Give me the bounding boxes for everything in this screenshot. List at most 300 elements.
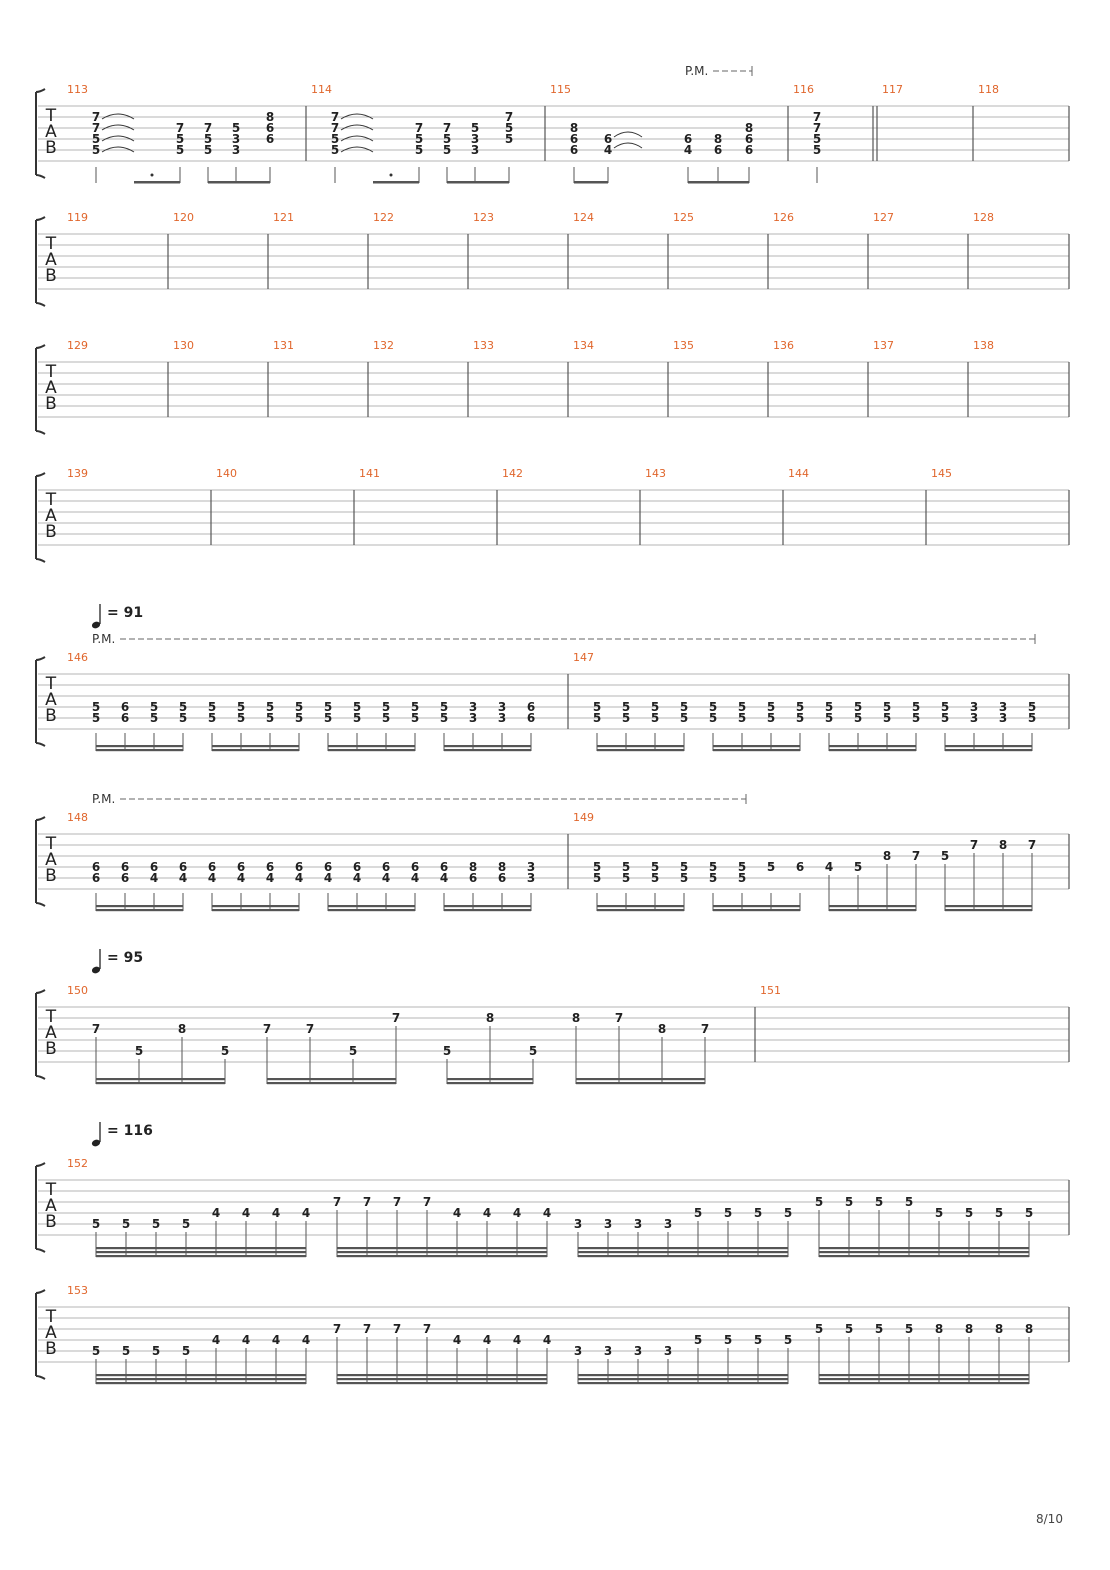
fret-number: 5 bbox=[151, 1217, 161, 1231]
sixteenth-beam bbox=[212, 745, 299, 747]
measure-number: 122 bbox=[373, 211, 394, 224]
fret-number: 7 bbox=[414, 121, 424, 135]
measure-number: 138 bbox=[973, 339, 994, 352]
sixteenth-beam bbox=[96, 1247, 306, 1249]
tab-clef-letter: A bbox=[45, 1196, 57, 1216]
fret-number: 5 bbox=[1027, 711, 1037, 725]
fret-number: 4 bbox=[542, 1206, 552, 1220]
measure-number: 117 bbox=[882, 83, 903, 96]
fret-number: 3 bbox=[497, 700, 507, 714]
fret-number: 5 bbox=[795, 700, 805, 714]
fret-number: 6 bbox=[439, 860, 449, 874]
fret-number: 3 bbox=[603, 1344, 613, 1358]
tie bbox=[614, 132, 642, 137]
fret-number: 5 bbox=[323, 700, 333, 714]
fret-number: 5 bbox=[414, 132, 424, 146]
fret-number: 7 bbox=[91, 121, 101, 135]
fret-number: 7 bbox=[175, 121, 185, 135]
sixteenth-beam bbox=[444, 909, 531, 911]
fret-number: 5 bbox=[737, 700, 747, 714]
measure-number: 149 bbox=[573, 811, 594, 824]
fret-number: 5 bbox=[708, 711, 718, 725]
fret-number: 5 bbox=[203, 132, 213, 146]
fret-number: 5 bbox=[824, 700, 834, 714]
fret-number: 5 bbox=[178, 700, 188, 714]
sixteenth-beam bbox=[337, 1251, 547, 1253]
measure-number: 151 bbox=[760, 984, 781, 997]
measure-number: 124 bbox=[573, 211, 594, 224]
tab-clef-letter: B bbox=[45, 138, 57, 158]
fret-number: 5 bbox=[679, 860, 689, 874]
tab-system bbox=[36, 211, 1069, 306]
sixteenth-beam bbox=[597, 745, 684, 747]
fret-number: 3 bbox=[526, 860, 536, 874]
sixteenth-beam bbox=[96, 745, 183, 747]
sixteenth-beam bbox=[96, 1082, 225, 1084]
sixteenth-beam bbox=[212, 749, 299, 751]
sixteenth-beam bbox=[96, 905, 183, 907]
fret-number: 7 bbox=[262, 1022, 272, 1036]
fret-number: 4 bbox=[683, 143, 693, 157]
fret-number: 5 bbox=[236, 711, 246, 725]
fret-number: 6 bbox=[713, 143, 723, 157]
fret-number: 5 bbox=[134, 1044, 144, 1058]
page-number: 8/10 bbox=[1036, 1512, 1063, 1526]
tab-clef-letter: A bbox=[45, 1323, 57, 1343]
fret-number: 3 bbox=[468, 700, 478, 714]
measure-number: 115 bbox=[550, 83, 571, 96]
fret-number: 3 bbox=[998, 711, 1008, 725]
measure-number: 145 bbox=[931, 467, 952, 480]
fret-number: 5 bbox=[723, 1206, 733, 1220]
fret-number: 3 bbox=[969, 700, 979, 714]
sixteenth-beam bbox=[819, 1251, 1029, 1253]
measure-number: 147 bbox=[573, 651, 594, 664]
tab-clef-letter: A bbox=[45, 506, 57, 526]
fret-number: 4 bbox=[301, 1333, 311, 1347]
sixteenth-beam bbox=[444, 749, 531, 751]
tab-clef-letter: T bbox=[45, 490, 57, 510]
fret-number: 5 bbox=[693, 1206, 703, 1220]
fret-number: 5 bbox=[708, 700, 718, 714]
system-bracket bbox=[36, 1290, 45, 1379]
fret-number: 4 bbox=[301, 1206, 311, 1220]
sixteenth-beam bbox=[597, 905, 684, 907]
fret-number: 8 bbox=[265, 110, 275, 124]
fret-number: 7 bbox=[422, 1195, 432, 1209]
fret-number: 7 bbox=[911, 849, 921, 863]
measure-number: 136 bbox=[773, 339, 794, 352]
fret-number: 5 bbox=[294, 711, 304, 725]
fret-number: 3 bbox=[573, 1217, 583, 1231]
sixteenth-beam bbox=[819, 1382, 1029, 1384]
fret-number: 5 bbox=[679, 871, 689, 885]
fret-number: 5 bbox=[352, 700, 362, 714]
fret-number: 7 bbox=[812, 110, 822, 124]
sixteenth-beam bbox=[819, 1255, 1029, 1257]
measure-number: 137 bbox=[873, 339, 894, 352]
fret-number: 5 bbox=[824, 711, 834, 725]
fret-number: 5 bbox=[737, 860, 747, 874]
eighth-beam bbox=[574, 181, 608, 184]
fret-number: 5 bbox=[330, 143, 340, 157]
fret-number: 5 bbox=[994, 1206, 1004, 1220]
fret-number: 8 bbox=[657, 1022, 667, 1036]
measure-number: 153 bbox=[67, 1284, 88, 1297]
sixteenth-beam bbox=[945, 749, 1032, 751]
fret-number: 5 bbox=[348, 1044, 358, 1058]
fret-number: 5 bbox=[91, 143, 101, 157]
measure-number: 128 bbox=[973, 211, 994, 224]
fret-number: 7 bbox=[392, 1195, 402, 1209]
fret-number: 5 bbox=[621, 871, 631, 885]
fret-number: 5 bbox=[904, 1195, 914, 1209]
fret-number: 7 bbox=[391, 1011, 401, 1025]
tab-system bbox=[36, 339, 1069, 434]
fret-number: 5 bbox=[470, 121, 480, 135]
sixteenth-beam bbox=[578, 1382, 788, 1384]
fret-number: 5 bbox=[381, 700, 391, 714]
fret-number: 4 bbox=[603, 143, 613, 157]
tab-system bbox=[36, 1157, 1069, 1257]
sixteenth-beam bbox=[444, 905, 531, 907]
fret-number: 5 bbox=[504, 132, 514, 146]
fret-number: 3 bbox=[468, 711, 478, 725]
fret-number: 7 bbox=[330, 110, 340, 124]
fret-number: 6 bbox=[526, 711, 536, 725]
tab-clef-letter: B bbox=[45, 1212, 57, 1232]
tab-system bbox=[36, 1284, 1069, 1384]
fret-number: 8 bbox=[497, 860, 507, 874]
sixteenth-beam bbox=[578, 1374, 788, 1376]
tab-clef-letter: T bbox=[45, 1307, 57, 1327]
fret-number: 6 bbox=[526, 700, 536, 714]
fret-number: 5 bbox=[1024, 1206, 1034, 1220]
tab-system bbox=[36, 64, 1069, 184]
tab-clef-letter: T bbox=[45, 362, 57, 382]
measure-number: 146 bbox=[67, 651, 88, 664]
fret-number: 5 bbox=[934, 1206, 944, 1220]
fret-number: 7 bbox=[700, 1022, 710, 1036]
fret-number: 7 bbox=[614, 1011, 624, 1025]
sixteenth-beam bbox=[96, 1255, 306, 1257]
tab-clef-letter: B bbox=[45, 1339, 57, 1359]
fret-number: 7 bbox=[330, 121, 340, 135]
fret-number: 5 bbox=[439, 711, 449, 725]
fret-number: 5 bbox=[812, 132, 822, 146]
sixteenth-beam bbox=[829, 905, 916, 907]
system-bracket bbox=[36, 1163, 45, 1252]
fret-number: 5 bbox=[592, 711, 602, 725]
sixteenth-beam bbox=[267, 1078, 396, 1080]
fret-number: 6 bbox=[569, 143, 579, 157]
measure-number: 142 bbox=[502, 467, 523, 480]
fret-number: 7 bbox=[91, 1022, 101, 1036]
fret-number: 4 bbox=[207, 871, 217, 885]
fret-number: 4 bbox=[482, 1333, 492, 1347]
measure-number: 126 bbox=[773, 211, 794, 224]
sixteenth-beam bbox=[945, 909, 1032, 911]
fret-number: 5 bbox=[203, 143, 213, 157]
tab-clef-letter: T bbox=[45, 1180, 57, 1200]
measure-number: 133 bbox=[473, 339, 494, 352]
measure-number: 152 bbox=[67, 1157, 88, 1170]
fret-number: 6 bbox=[603, 132, 613, 146]
sixteenth-beam bbox=[819, 1374, 1029, 1376]
fret-number: 6 bbox=[120, 871, 130, 885]
sixteenth-beam bbox=[447, 1078, 533, 1080]
sixteenth-beam bbox=[328, 909, 415, 911]
system-bracket bbox=[36, 817, 45, 906]
measure-number: 139 bbox=[67, 467, 88, 480]
fret-number: 5 bbox=[853, 860, 863, 874]
fret-number: 8 bbox=[468, 860, 478, 874]
fret-number: 8 bbox=[1024, 1322, 1034, 1336]
tab-clef-letter: A bbox=[45, 850, 57, 870]
tab-clef-letter: B bbox=[45, 866, 57, 886]
system-bracket bbox=[36, 990, 45, 1079]
sixteenth-beam bbox=[96, 1251, 306, 1253]
fret-number: 3 bbox=[633, 1217, 643, 1231]
sixteenth-beam bbox=[945, 905, 1032, 907]
fret-number: 5 bbox=[708, 860, 718, 874]
fret-number: 5 bbox=[795, 711, 805, 725]
palm-mute-label: P.M. bbox=[685, 64, 709, 78]
fret-number: 6 bbox=[120, 860, 130, 874]
measure-number: 130 bbox=[173, 339, 194, 352]
fret-number: 8 bbox=[744, 121, 754, 135]
fret-number: 4 bbox=[512, 1206, 522, 1220]
tab-clef-letter: T bbox=[45, 1007, 57, 1027]
fret-number: 3 bbox=[231, 143, 241, 157]
sixteenth-beam bbox=[713, 905, 800, 907]
fret-number: 4 bbox=[452, 1206, 462, 1220]
fret-number: 3 bbox=[633, 1344, 643, 1358]
measure-number: 113 bbox=[67, 83, 88, 96]
fret-number: 5 bbox=[940, 711, 950, 725]
tab-system bbox=[36, 792, 1069, 911]
sixteenth-beam bbox=[337, 1378, 547, 1380]
fret-number: 5 bbox=[650, 860, 660, 874]
fret-number: 8 bbox=[485, 1011, 495, 1025]
sixteenth-beam bbox=[819, 1378, 1029, 1380]
sixteenth-beam bbox=[328, 905, 415, 907]
fret-number: 5 bbox=[91, 700, 101, 714]
tab-clef-letter: B bbox=[45, 266, 57, 286]
fret-number: 5 bbox=[621, 860, 631, 874]
sixteenth-beam bbox=[212, 905, 299, 907]
fret-number: 5 bbox=[753, 1206, 763, 1220]
fret-number: 5 bbox=[381, 711, 391, 725]
fret-number: 5 bbox=[964, 1206, 974, 1220]
fret-number: 6 bbox=[236, 860, 246, 874]
fret-number: 6 bbox=[410, 860, 420, 874]
tempo-marking: = 95 bbox=[107, 950, 144, 966]
sixteenth-beam bbox=[578, 1255, 788, 1257]
measure-number: 123 bbox=[473, 211, 494, 224]
fret-number: 8 bbox=[569, 121, 579, 135]
sixteenth-beam bbox=[819, 1247, 1029, 1249]
fret-number: 5 bbox=[940, 700, 950, 714]
measure-number: 131 bbox=[273, 339, 294, 352]
fret-number: 6 bbox=[149, 860, 159, 874]
tie bbox=[614, 143, 642, 148]
fret-number: 5 bbox=[410, 711, 420, 725]
fret-number: 6 bbox=[91, 871, 101, 885]
fret-number: 5 bbox=[882, 700, 892, 714]
fret-number: 6 bbox=[744, 143, 754, 157]
fret-number: 4 bbox=[271, 1333, 281, 1347]
fret-number: 5 bbox=[783, 1206, 793, 1220]
tab-clef-letter: B bbox=[45, 522, 57, 542]
sixteenth-beam bbox=[337, 1255, 547, 1257]
measure-number: 121 bbox=[273, 211, 294, 224]
fret-number: 4 bbox=[236, 871, 246, 885]
sixteenth-beam bbox=[578, 1378, 788, 1380]
fret-number: 7 bbox=[332, 1322, 342, 1336]
sixteenth-beam bbox=[578, 1251, 788, 1253]
fret-number: 3 bbox=[573, 1344, 583, 1358]
sixteenth-beam bbox=[96, 1382, 306, 1384]
fret-number: 6 bbox=[381, 860, 391, 874]
sixteenth-beam bbox=[328, 745, 415, 747]
fret-number: 5 bbox=[439, 700, 449, 714]
fret-number: 8 bbox=[882, 849, 892, 863]
fret-number: 8 bbox=[177, 1022, 187, 1036]
fret-number: 8 bbox=[934, 1322, 944, 1336]
fret-number: 5 bbox=[911, 711, 921, 725]
fret-number: 4 bbox=[149, 871, 159, 885]
fret-number: 4 bbox=[512, 1333, 522, 1347]
measure-number: 119 bbox=[67, 211, 88, 224]
fret-number: 5 bbox=[621, 700, 631, 714]
tab-clef-letter: A bbox=[45, 122, 57, 142]
eighth-beam bbox=[208, 181, 270, 184]
fret-number: 5 bbox=[151, 1344, 161, 1358]
fret-number: 5 bbox=[679, 711, 689, 725]
sixteenth-beam bbox=[829, 749, 916, 751]
sixteenth-beam bbox=[96, 909, 183, 911]
fret-number: 5 bbox=[294, 700, 304, 714]
fret-number: 5 bbox=[265, 711, 275, 725]
fret-number: 5 bbox=[650, 871, 660, 885]
fret-number: 5 bbox=[175, 143, 185, 157]
measure-number: 129 bbox=[67, 339, 88, 352]
sixteenth-beam bbox=[328, 749, 415, 751]
sixteenth-beam bbox=[337, 1382, 547, 1384]
fret-number: 5 bbox=[592, 700, 602, 714]
fret-number: 5 bbox=[504, 121, 514, 135]
fret-number: 5 bbox=[236, 700, 246, 714]
fret-number: 7 bbox=[969, 838, 979, 852]
tab-clef-letter: B bbox=[45, 1039, 57, 1059]
fret-number: 6 bbox=[265, 132, 275, 146]
sixteenth-beam bbox=[713, 909, 800, 911]
tempo-marking: = 116 bbox=[107, 1123, 153, 1139]
fret-number: 5 bbox=[410, 700, 420, 714]
fret-number: 5 bbox=[853, 700, 863, 714]
fret-number: 5 bbox=[814, 1195, 824, 1209]
fret-number: 7 bbox=[362, 1322, 372, 1336]
sixteenth-beam bbox=[337, 1247, 547, 1249]
fret-number: 5 bbox=[853, 711, 863, 725]
fret-number: 4 bbox=[241, 1333, 251, 1347]
fret-number: 6 bbox=[683, 132, 693, 146]
fret-number: 4 bbox=[439, 871, 449, 885]
tab-clef-letter: A bbox=[45, 378, 57, 398]
fret-number: 3 bbox=[526, 871, 536, 885]
fret-number: 5 bbox=[121, 1217, 131, 1231]
sixteenth-beam bbox=[96, 1374, 306, 1376]
fret-number: 5 bbox=[414, 143, 424, 157]
sixteenth-beam bbox=[829, 909, 916, 911]
sixteenth-beam bbox=[829, 745, 916, 747]
dot bbox=[390, 174, 393, 177]
tab-clef-letter: A bbox=[45, 250, 57, 270]
system-bracket bbox=[36, 657, 45, 746]
fret-number: 7 bbox=[203, 121, 213, 135]
fret-number: 4 bbox=[381, 871, 391, 885]
fret-number: 5 bbox=[91, 1217, 101, 1231]
fret-number: 6 bbox=[497, 871, 507, 885]
fret-number: 5 bbox=[175, 132, 185, 146]
tab-clef-letter: B bbox=[45, 706, 57, 726]
fret-number: 5 bbox=[442, 132, 452, 146]
fret-number: 5 bbox=[874, 1195, 884, 1209]
fret-number: 8 bbox=[998, 838, 1008, 852]
measure-number: 150 bbox=[67, 984, 88, 997]
tab-system bbox=[36, 467, 1069, 562]
fret-number: 5 bbox=[814, 1322, 824, 1336]
fret-number: 5 bbox=[181, 1344, 191, 1358]
fret-number: 5 bbox=[844, 1322, 854, 1336]
fret-number: 7 bbox=[305, 1022, 315, 1036]
fret-number: 4 bbox=[211, 1333, 221, 1347]
fret-number: 7 bbox=[362, 1195, 372, 1209]
palm-mute-label: P.M. bbox=[92, 632, 116, 646]
fret-number: 8 bbox=[964, 1322, 974, 1336]
sixteenth-beam bbox=[444, 745, 531, 747]
fret-number: 8 bbox=[713, 132, 723, 146]
fret-number: 5 bbox=[91, 711, 101, 725]
dot bbox=[151, 174, 154, 177]
tab-clef-letter: B bbox=[45, 394, 57, 414]
sixteenth-beam bbox=[212, 909, 299, 911]
fret-number: 5 bbox=[1027, 700, 1037, 714]
sixteenth-beam bbox=[447, 1082, 533, 1084]
fret-number: 5 bbox=[207, 711, 217, 725]
fret-number: 5 bbox=[121, 1344, 131, 1358]
fret-number: 5 bbox=[265, 700, 275, 714]
fret-number: 5 bbox=[442, 1044, 452, 1058]
fret-number: 6 bbox=[323, 860, 333, 874]
fret-number: 3 bbox=[470, 132, 480, 146]
fret-number: 4 bbox=[352, 871, 362, 885]
tab-clef-letter: T bbox=[45, 234, 57, 254]
sixteenth-beam bbox=[713, 749, 800, 751]
sixteenth-beam bbox=[597, 749, 684, 751]
eighth-beam bbox=[373, 181, 419, 184]
measure-number: 148 bbox=[67, 811, 88, 824]
fret-number: 7 bbox=[812, 121, 822, 135]
fret-number: 5 bbox=[766, 700, 776, 714]
fret-number: 4 bbox=[323, 871, 333, 885]
fret-number: 5 bbox=[91, 1344, 101, 1358]
fret-number: 5 bbox=[352, 711, 362, 725]
sixteenth-beam bbox=[576, 1082, 705, 1084]
measure-number: 144 bbox=[788, 467, 809, 480]
fret-number: 3 bbox=[497, 711, 507, 725]
